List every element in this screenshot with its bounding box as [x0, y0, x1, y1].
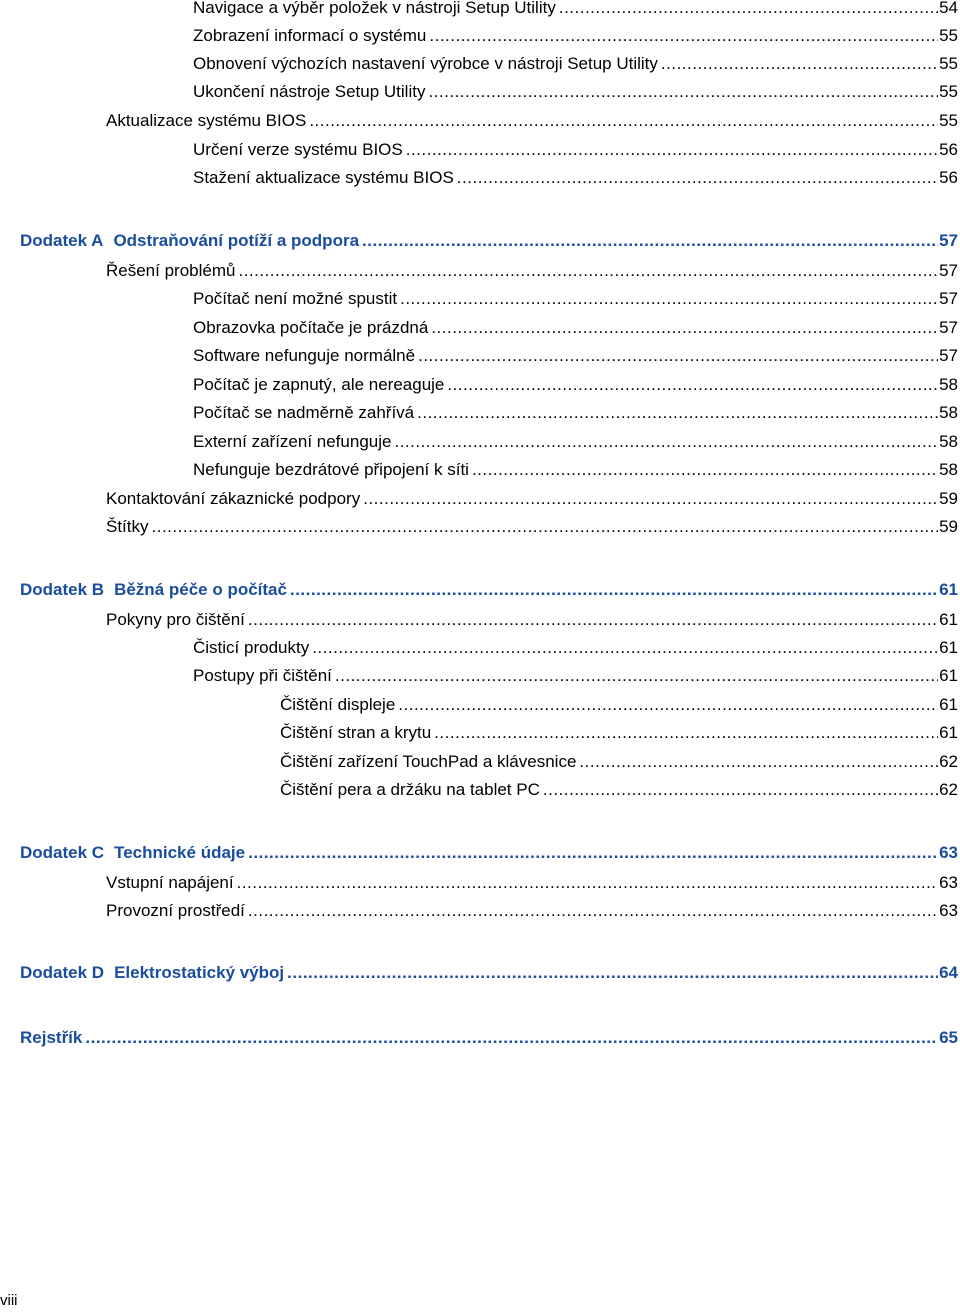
toc-chapter-name: Technické údaje	[114, 843, 246, 862]
toc-leader	[312, 634, 938, 662]
toc-entry-page: 61	[939, 580, 958, 599]
toc-entry-page: 55	[939, 82, 958, 101]
toc-entry[interactable]	[193, 314, 958, 342]
toc-leader	[447, 371, 938, 399]
toc-entry-title: Aktualizace systému BIOS	[106, 111, 307, 130]
toc-leader	[309, 107, 938, 135]
toc-chapter-title	[20, 839, 245, 867]
toc-entry-page: 57	[939, 318, 958, 337]
toc-entry-page: 57	[939, 289, 958, 308]
toc-entry[interactable]	[193, 428, 958, 456]
toc-entry-title: Ukončení nástroje Setup Utility	[193, 82, 426, 101]
toc-entry-title: Štítky	[106, 517, 149, 536]
toc-entry-title: Stažení aktualizace systému BIOS	[193, 168, 454, 187]
toc-chapter-entry[interactable]	[20, 227, 958, 255]
page-number: viii	[0, 1292, 18, 1309]
toc-leader	[418, 342, 938, 370]
toc-entry-page: 57	[939, 346, 958, 365]
toc-entry[interactable]	[280, 748, 958, 776]
toc-entry-page: 55	[939, 111, 958, 130]
toc-entry[interactable]	[193, 662, 958, 690]
toc-entry-title: Čištění displeje	[280, 695, 396, 714]
toc-chapter-label: Dodatek C	[20, 843, 105, 862]
toc-entry-page: 61	[939, 666, 958, 685]
toc-entry-page: 54	[939, 0, 958, 17]
toc-chapter-entry[interactable]	[20, 959, 958, 987]
toc-entry-page: 56	[939, 168, 958, 187]
toc-entry[interactable]	[106, 869, 958, 897]
toc-entry-page: 58	[939, 403, 958, 422]
toc-chapter-title	[20, 227, 359, 255]
toc-entry[interactable]	[106, 897, 958, 925]
toc-entry-title: Software nefunguje normálně	[193, 346, 416, 365]
toc-chapter-title	[20, 959, 284, 987]
toc-entry-title: Provozní prostředí	[106, 901, 245, 920]
toc-chapter-label: Dodatek D	[20, 963, 105, 982]
toc-entry-page: 57	[939, 261, 958, 280]
toc-entry-page: 59	[939, 489, 958, 508]
toc-chapter-label: Dodatek B	[20, 580, 105, 599]
toc-entry[interactable]	[193, 371, 958, 399]
toc-leader	[431, 314, 938, 342]
toc-entry-title: Kontaktování zákaznické podpory	[106, 489, 361, 508]
toc-entry-title: Pokyny pro čištění	[106, 610, 245, 629]
toc-entry[interactable]	[193, 634, 958, 662]
toc-leader	[238, 257, 938, 285]
toc-entry-title: Řešení problémů	[106, 261, 236, 280]
toc-entry-page: 57	[939, 231, 958, 250]
toc-entry[interactable]	[193, 456, 958, 484]
toc-entry[interactable]	[106, 107, 958, 135]
toc-entry-page: 55	[939, 26, 958, 45]
toc-leader	[290, 576, 938, 604]
toc-leader	[335, 662, 938, 690]
toc-leader	[362, 227, 938, 255]
toc-chapter-title: Rejstřík	[20, 1028, 83, 1047]
toc-entry[interactable]	[106, 606, 958, 634]
toc-entry[interactable]	[193, 136, 958, 164]
toc-entry-title: Zobrazení informací o systému	[193, 26, 427, 45]
toc-leader	[85, 1024, 938, 1052]
toc-leader	[363, 485, 938, 513]
toc-entry[interactable]	[193, 78, 958, 106]
toc-entry-title: Vstupní napájení	[106, 873, 234, 892]
toc-entry[interactable]	[106, 513, 958, 541]
toc-chapter-name: Elektrostatický výboj	[114, 963, 285, 982]
toc-leader	[398, 691, 938, 719]
toc-leader	[248, 839, 938, 867]
toc-leader	[472, 456, 938, 484]
toc-entry-title: Čištění zařízení TouchPad a klávesnice	[280, 752, 577, 771]
toc-leader	[428, 78, 938, 106]
toc-entry[interactable]	[193, 22, 958, 50]
toc-entry-title: Obrazovka počítače je prázdná	[193, 318, 429, 337]
toc-leader	[152, 513, 939, 541]
toc-leader	[429, 22, 938, 50]
toc-entry[interactable]	[106, 485, 958, 513]
toc-entry-title: Počítač je zapnutý, ale nereaguje	[193, 375, 445, 394]
toc-leader	[434, 719, 938, 747]
toc-entry[interactable]	[106, 257, 958, 285]
toc-entry-page: 65	[939, 1028, 958, 1047]
toc-entry-page: 63	[939, 843, 958, 862]
toc-chapter-name: Běžná péče o počítač	[114, 580, 287, 599]
toc-entry-title: Nefunguje bezdrátové připojení k síti	[193, 460, 469, 479]
toc-leader	[248, 897, 938, 925]
toc-entry-page: 56	[939, 140, 958, 159]
toc-entry-page: 58	[939, 375, 958, 394]
toc-entry-page: 58	[939, 432, 958, 451]
toc-leader	[394, 428, 938, 456]
toc-entry-title: Určení verze systému BIOS	[193, 140, 403, 159]
toc-entry[interactable]	[280, 719, 958, 747]
toc-entry-title: Čisticí produkty	[193, 638, 310, 657]
toc-entry-page: 58	[939, 460, 958, 479]
toc-leader	[406, 136, 938, 164]
toc-entry[interactable]	[193, 0, 958, 22]
toc-entry-title: Čištění stran a krytu	[280, 723, 432, 742]
toc-leader	[400, 285, 938, 313]
toc-chapter-label: Dodatek A	[20, 231, 104, 250]
toc-chapter-entry[interactable]	[20, 1024, 958, 1052]
toc-entry-page: 63	[939, 901, 958, 920]
toc-entry[interactable]	[193, 50, 958, 78]
toc-leader	[543, 776, 938, 804]
toc-entry-title: Postupy při čištění	[193, 666, 332, 685]
toc-entry-page: 62	[939, 780, 958, 799]
toc-chapter-entry[interactable]	[20, 576, 958, 604]
toc-leader	[237, 869, 938, 897]
toc-leader	[661, 50, 938, 78]
toc-entry-title: Obnovení výchozích nastavení výrobce v nástroji Setup Utility	[193, 54, 658, 73]
toc-entry[interactable]	[193, 399, 958, 427]
toc-entry-page: 61	[939, 723, 958, 742]
toc-entry[interactable]	[193, 342, 958, 370]
toc-entry[interactable]	[280, 691, 958, 719]
toc-entry-title: Externí zařízení nefunguje	[193, 432, 392, 451]
toc-entry[interactable]	[280, 776, 958, 804]
toc-entry-page: 61	[939, 610, 958, 629]
toc-entry-page: 64	[939, 963, 958, 982]
toc-leader	[579, 748, 938, 776]
toc-chapter-entry[interactable]	[20, 839, 958, 867]
toc-chapter-title	[20, 576, 287, 604]
toc-entry-title: Počítač se nadměrně zahřívá	[193, 403, 415, 422]
toc-entry-title: Čištění pera a držáku na tablet PC	[280, 780, 540, 799]
toc-entry[interactable]	[193, 285, 958, 313]
toc-entry[interactable]	[193, 164, 958, 192]
toc-entry-page: 61	[939, 695, 958, 714]
toc-leader	[457, 164, 938, 192]
toc-leader	[287, 959, 938, 987]
toc-entry-page: 61	[939, 638, 958, 657]
toc-entry-page: 63	[939, 873, 958, 892]
toc-chapter-name: Odstraňování potíží a podpora	[113, 231, 360, 250]
toc-entry-title: Navigace a výběr položek v nástroji Setup Utility	[193, 0, 556, 17]
toc-entry-page: 55	[939, 54, 958, 73]
toc-leader	[559, 0, 938, 22]
toc-entry-page: 62	[939, 752, 958, 771]
toc-leader	[417, 399, 938, 427]
toc-entry-title: Počítač není možné spustit	[193, 289, 398, 308]
toc-entry-page: 59	[939, 517, 958, 536]
toc-leader	[248, 606, 938, 634]
